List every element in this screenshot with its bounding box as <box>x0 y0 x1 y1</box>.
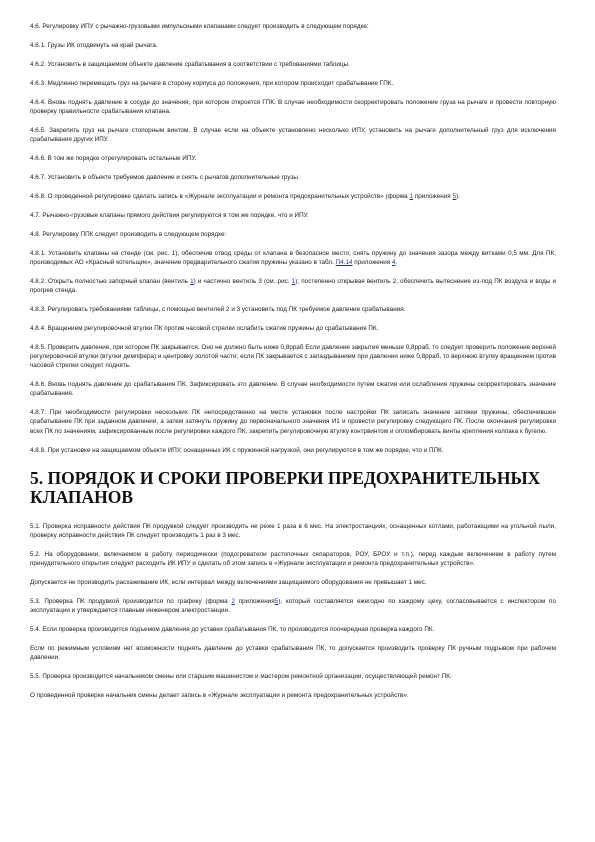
paragraph-5-3-text-mid: приложения <box>234 597 275 605</box>
paragraph-4-8-3: 4.8.3. Регулировать требованиями таблицы, с помощью вентилей 2 и 3 установить под ПК требуемое давление срабатывания. <box>30 306 406 314</box>
link-form-1[interactable]: 1 <box>409 193 413 201</box>
link-appendix-5b[interactable]: 5 <box>274 597 279 605</box>
paragraph-4-6: 4.6. Регулировку ИПУ с рычажно-грузовыми импульсными клапанами следует производить в следующем порядке: <box>30 23 369 30</box>
link-valve-1[interactable]: 1 <box>190 278 194 286</box>
paragraph-5-4-note: Если по режимным условиям нет возможности поднять давление до уставки срабатывания ПК, то допускается производить проверку ПК ручным подрывом при рабочем давлении. <box>30 644 556 661</box>
document-body <box>30 22 556 710</box>
paragraph-4-6-3: 4.6.3. Медленно перемещать груз на рычаге в сторону корпуса до положения, при котором происходит срабатывание ГПК. <box>30 79 394 87</box>
paragraph-5-1: 5.1. Проверка исправности действия ПК продувкой следует производить не реже 1 раза в 6 мес. На электростанциях, оснащенных котлами, работающими на угольной пыли, проверку исправности действия ПК следует производить 1 раз в 3 мес. <box>30 522 556 539</box>
paragraph-4-8-2-text-mid: ) и частично вентиль 3 (см. рис. <box>193 278 292 286</box>
paragraph-4-8-4: 4.8.4. Вращением регулировочной втулки ПК против часовой стрелки ослабить сжатие пружины до срабатывания ПК. <box>30 325 379 333</box>
paragraph-4-6-4: 4.6.4. Вновь поднять давление в сосуде до значения, при котором откроется ГПК. В случае необходимости скорректировать положение груза на рычаге и провести повторную проверку правильности срабатывания клапана. <box>30 98 556 116</box>
paragraph-4-8-2-text-pre: 4.8.2. Открыть полностью запорный клапан (вентиль <box>30 278 191 286</box>
paragraph-4-6-1: 4.6.1. Грузы ИК отодвинуть на край рычага. <box>30 41 158 49</box>
paragraph-4-8-2-text-post: ); постепенно открывая вентиль 2, обеспечить вытеснение из-под ПК воздуха и воды и прогрев стенда. <box>30 278 556 295</box>
link-form-2[interactable]: 2 <box>231 597 235 605</box>
paragraph-5-5: 5.5. Проверка производится начальником смены или старшим машинистом и мастером ремонтной организации, осуществляющей ремонт ПК. <box>30 672 452 680</box>
paragraph-4-6-8-text-post: ). <box>456 193 460 201</box>
paragraph-4-6-6: 4.6.6. В том же порядке отрегулировать остальные ИПУ. <box>30 155 197 163</box>
paragraph-4-8-1-text-pre: 4.8.1. Установить клапаны на стенде (см. рис. 1), обеспечив отвод среды от клапана в безопасное место; снять пружину до значения зазора между витками 0,5 мм. Для ПК, производимых АО «Красный котельщик», значение предварительного сжатия пружины указано в табл. <box>30 250 556 267</box>
paragraph-4-7: 4.7. Рычажно-грузовые клапаны прямого действия регулируются в том же порядке, что и ИПУ. <box>30 212 309 220</box>
paragraph-4-8-1-text-post: . <box>395 259 398 267</box>
paragraph-5-2-note: Допускается не производить расхаживание ИК, если интервал между включениями защищаемого оборудования не превышает 1 мес. <box>30 578 427 586</box>
link-table-p4-14[interactable]: П4.14 <box>335 259 353 267</box>
paragraph-4-8-6: 4.8.6. Вновь поднять давление до срабатывания ПК. Зафиксировать это давление. В случае необходимости путем сжатия или ослабления пружины скорректировать значение срабатывания. <box>30 381 556 398</box>
paragraph-5-4: 5.4. Если проверка производится подъемом давления до уставки срабатывания ПК, то производится поочередная проверка каждого ПК. <box>30 625 435 633</box>
section-heading: 5. ПОРЯДОК И СРОКИ ПРОВЕРКИ ПРЕДОХРАНИТЕЛЬНЫХ КЛАПАНОВ <box>30 467 541 508</box>
paragraph-4-6-5: 4.6.5. Закрепить груз на рычаге стопорным винтом. В случае если на объекте установлено несколько ИПУ, установить на рычаге дополнительный груз для исключения срабатывания других ИПУ. <box>30 127 556 144</box>
paragraph-5-2: 5.2. На оборудовании, включаемом в работу периодически (подогреватели растопочных сепараторов, РОУ, БРОУ и т.п.), перед каждым включением в работу путем принудительного открытия следует расходить ИК ИПУ и сделать об этом запись в «Журнале эксплуатации и ремонта предохранительных устройств». <box>30 550 556 567</box>
paragraph-4-8-8: 4.8.8. При установке на защищаемом объекте ИПУ, оснащенных ИК с пружинной нагрузкой, они регулируются в том же порядке, что и ППК. <box>30 446 444 454</box>
paragraph-4-8-7: 4.8.7. При необходимости регулировки нескольких ПК непосредственно на месте установки после настройки ПК записать значение затяжки пружины, обеспечившее срабатывание ПК при заданном давлении, а затем затянуть пружину до первоначального значения И1 и провести регулировку следующего ПК. После окончания регулировки всех ПК по значениям, зафиксированным после регулировки каждого ПК, закрепить регулировочную втулку контрвинтом и опломбировать винты крепления колпака к бугелю. <box>30 409 556 435</box>
paragraph-4-6-7: 4.6.7. Установить в объекте требуемое давление и снять с рычагов дополнительные грузы. <box>30 174 300 182</box>
link-appendix-5[interactable]: 5 <box>452 193 456 201</box>
paragraph-4-8: 4.8. Регулировку ППК следует производить в следующем порядке: <box>30 231 227 239</box>
paragraph-5-5-note: О проведенной проверке начальник смены делает запись в «Журнале эксплуатации и ремонта предохранительных устройств». <box>30 691 409 699</box>
link-figure-1[interactable]: 1 <box>291 278 296 286</box>
paragraph-4-8-5: 4.8.5. Проверить давление, при котором ПК закрывается. Оно не должно быть ниже 0,8рраб Если давление закрытия меньше 0,8рраб, то следует проверить положение верхней регулировочной втулки (втулки демпфера) и центровку золотой части; если ПК закрывается с запаздыванием при давлении ниже 0,8рраб, то верхнюю втулку вращением против часовой стрелки следует поднять. <box>30 344 556 370</box>
paragraph-5-3-text-pre: 5.3. Проверка ПК продувкой производится по графику (форма <box>30 597 232 605</box>
paragraph-4-8-1 <box>30 249 556 267</box>
paragraph-4-8-2 <box>30 277 556 295</box>
paragraph-4-6-8 <box>30 192 556 201</box>
paragraph-4-6-2: 4.6.2. Установить в защищаемом объекте давление срабатывания в соответствии с требованиями таблицы. <box>30 60 350 68</box>
paragraph-5-3 <box>30 597 556 615</box>
paragraph-4-8-1-text-mid: приложения <box>352 259 392 267</box>
paragraph-4-6-8-text-pre: 4.6.8. О проведенной регулировке сделать запись в «Журнале эксплуатации и ремонта предохранительных устройств» (форма <box>30 193 410 201</box>
link-appendix-4[interactable]: 4 <box>392 259 396 267</box>
paragraph-4-6-8-text-mid: приложения <box>413 193 453 201</box>
paragraph-5-3-text-post: ), который составляется ежегодно по каждому цеху, согласовывается с инспектором по эксплуатации и утверждается главным инженером электростанции. <box>30 597 556 614</box>
